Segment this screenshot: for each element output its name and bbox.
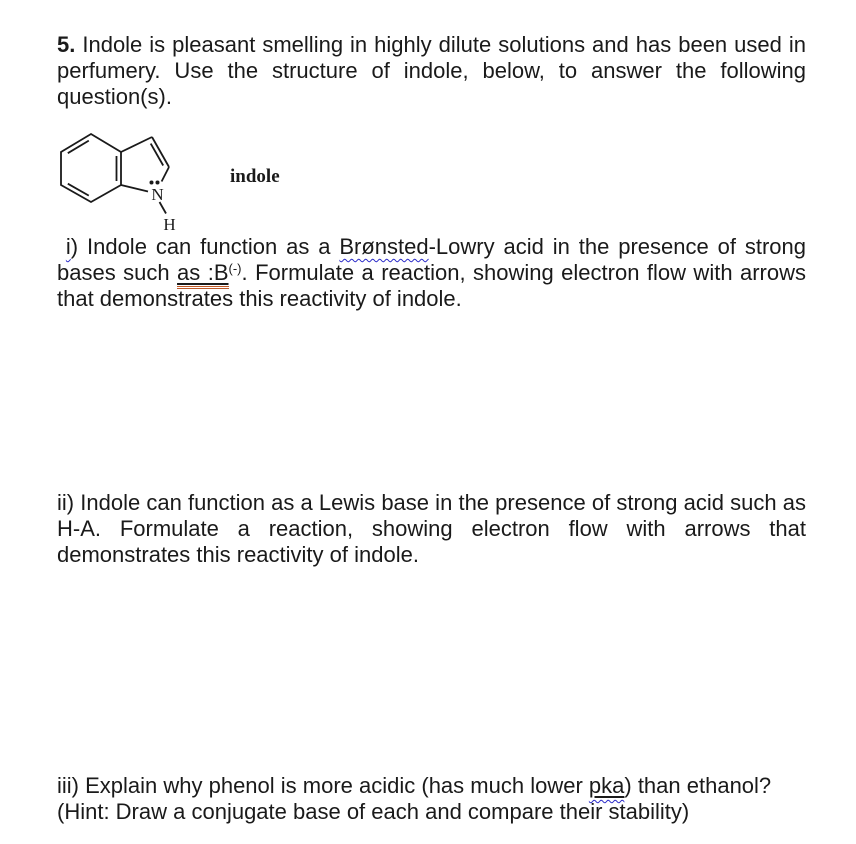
part-ii-text: ii) Indole can function as a Lewis base in the presence of strong acid such as H-A. Formulate a reaction, showing electron flow with arrows that demonstrates this reactivity of indole.	[57, 490, 806, 567]
question-number: 5.	[57, 32, 76, 57]
part-i-lead	[57, 234, 66, 259]
part-i-underlined-base: as :B	[177, 260, 228, 289]
pyrrole-bond-n-c7a	[121, 185, 148, 192]
pyrrole-bond-c2-n	[162, 167, 169, 182]
part-iii-text-1: iii) Explain why phenol is more acidic (has much lower	[57, 773, 589, 798]
part-i-bronsted-word: Brønsted	[339, 234, 429, 259]
lone-pair-dot-left	[150, 181, 154, 185]
pyrrole-bond-c3a-c3	[121, 137, 152, 152]
benzene-ring	[61, 134, 121, 202]
part-i-text-3: . Formulate a reaction, showing electron flow with arrows that demonstrates this reactivity of indole.	[57, 260, 806, 311]
part-i-paragraph	[57, 234, 806, 312]
part-iii-text-2: ) than ethanol? (Hint: Draw a conjugate base of each and compare their stability)	[57, 773, 772, 824]
indole-structure	[45, 118, 345, 243]
part-i-text-1: Indole can function as a	[78, 234, 340, 259]
part-iii-pka-underline	[589, 773, 624, 798]
hydrogen-atom: H	[163, 215, 176, 234]
part-i-marker: i	[65, 234, 71, 259]
intro-paragraph	[57, 32, 806, 110]
part-i-marker-close: )	[70, 234, 79, 259]
indole-label: indole	[230, 166, 280, 187]
intro-text: Indole is pleasant smelling in highly dilute solutions and has been used in perfumery. Use the structure of indole, below, to answer the following question(s).	[57, 32, 806, 109]
part-ii-paragraph	[57, 490, 806, 568]
part-i-text-2: -Lowry acid in the presence of strong bases such	[57, 234, 806, 285]
lone-pair-dot-right	[156, 181, 160, 185]
nitrogen-atom: N	[151, 185, 164, 204]
part-iii-paragraph	[57, 773, 806, 825]
part-iii-pka-word: pka	[588, 773, 625, 798]
part-i-superscript-charge: (-)	[228, 261, 242, 276]
